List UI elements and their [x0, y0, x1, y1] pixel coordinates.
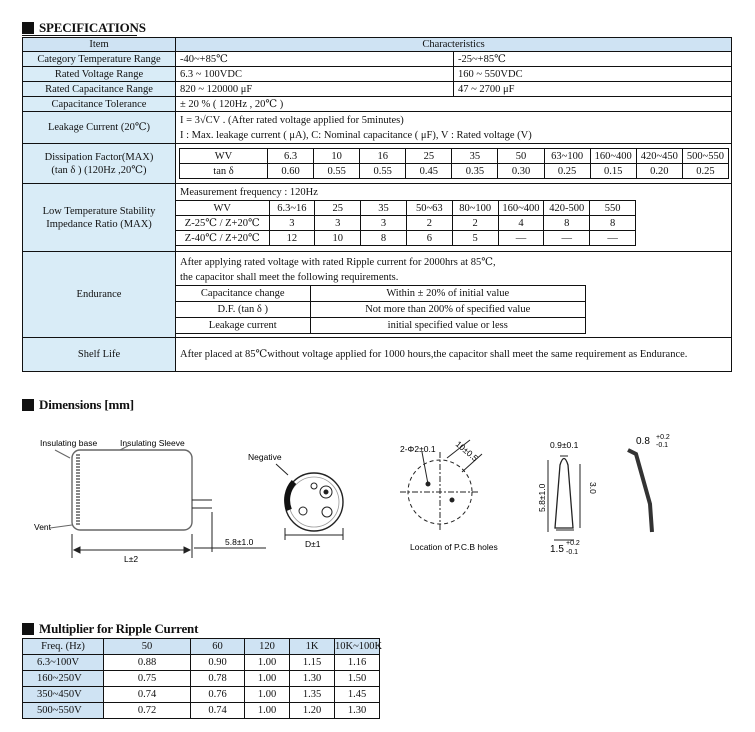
low-temp-table: [176, 200, 636, 246]
category-temp-high: -25~+85℃: [454, 52, 732, 67]
table-cell: 420~450: [636, 149, 682, 164]
multiplier-title: Multiplier for Ripple Current: [39, 621, 199, 636]
table-row: [23, 703, 380, 719]
table-cell: 1.30: [290, 671, 335, 687]
table-cell: 2: [452, 216, 498, 231]
specifications-title: SPECIFICATIONS: [39, 20, 146, 35]
table-cell: 160~400: [498, 201, 544, 216]
pcb-caption: Location of P.C.B holes: [410, 542, 498, 552]
table-cell: 420-500: [544, 201, 590, 216]
lead-tol-plus: +0.2: [656, 434, 670, 441]
table-cell: 63~100: [544, 149, 590, 164]
table-cell: Capacitance change: [176, 286, 310, 302]
endurance-line2: the capacitor shall meet the following requirements.: [180, 272, 399, 283]
leakage-value: [176, 112, 732, 144]
low-temp-r40-label: Z-40℃ / Z+20℃: [176, 231, 269, 246]
negative-label: Negative: [248, 452, 282, 462]
table-cell: 3: [315, 216, 361, 231]
table-cell: 0.75: [104, 671, 191, 687]
endurance-table-wrap: [176, 285, 586, 334]
insulating-base-label: Insulating base: [40, 438, 98, 448]
table-cell: 160~400: [590, 149, 636, 164]
table-cell: 12: [269, 231, 315, 246]
table-cell: 10: [314, 149, 360, 164]
insulating-sleeve-label: Insulating Sleeve: [120, 438, 185, 448]
pin-top-label: 0.9±0.1: [550, 440, 579, 450]
capacitor-top-view: [276, 464, 343, 540]
table-cell: 0.76: [191, 687, 245, 703]
multiplier-header-cell: 10K~100K: [335, 639, 380, 655]
dissipation-tan-label: tan δ: [180, 164, 268, 179]
multiplier-header-cell: Freq. (Hz): [23, 639, 104, 655]
vent-label: Vent: [34, 522, 52, 532]
table-cell: 50: [498, 149, 544, 164]
table-row: [23, 687, 380, 703]
shelf-value: After placed at 85℃without voltage applied for 1000 hours,the capacitor shall meet the same requirement as Endurance.: [176, 338, 732, 372]
dissipation-cell: [176, 144, 732, 184]
table-cell: 1.00: [245, 655, 290, 671]
multiplier-row-label: 6.3~100V: [23, 655, 104, 671]
table-cell: 0.35: [452, 164, 498, 179]
table-cell: Leakage current: [176, 318, 310, 334]
leakage-label: Leakage Current (20℃): [23, 112, 176, 144]
table-cell: 0.25: [682, 164, 728, 179]
table-cell: 550: [590, 201, 636, 216]
title-underline: [22, 35, 137, 36]
multiplier-row-label: 500~550V: [23, 703, 104, 719]
low-temp-table-wrap: [176, 200, 636, 246]
table-cell: 0.88: [104, 655, 191, 671]
table-cell: 35: [361, 201, 407, 216]
table-cell: 0.15: [590, 164, 636, 179]
dimensions-heading: [22, 397, 134, 413]
table-cell: —: [590, 231, 636, 246]
table-cell: 80~100: [452, 201, 498, 216]
dissipation-label-line2: (tan δ ) (120Hz ,20℃): [51, 164, 147, 176]
low-temp-label-line2: Impedance Ratio (MAX): [46, 218, 152, 230]
table-cell: 1.45: [335, 687, 380, 703]
multiplier-header-cell: 50: [104, 639, 191, 655]
low-temp-label-line1: Low Temperature Stability: [42, 205, 156, 217]
table-cell: 500~550: [682, 149, 728, 164]
table-cell: 4: [498, 216, 544, 231]
multiplier-header-cell: 1K: [290, 639, 335, 655]
dissipation-label: [23, 144, 176, 184]
table-cell: 0.78: [191, 671, 245, 687]
dimension-drawing: [0, 420, 755, 570]
category-temp-low: -40~+85℃: [176, 52, 454, 67]
hole-spec-label: 2-Φ2±0.1: [400, 444, 436, 454]
table-cell: 2: [406, 216, 452, 231]
multiplier-header-cell: 60: [191, 639, 245, 655]
table-cell: 0.74: [104, 687, 191, 703]
pin-base-tol-plus: +0.2: [566, 540, 580, 547]
table-cell: —: [498, 231, 544, 246]
header-item: Item: [23, 38, 176, 52]
heading-square-icon: [22, 623, 34, 635]
dissipation-table: [179, 148, 729, 179]
table-cell: 1.16: [335, 655, 380, 671]
rated-capacitance-high: 47 ~ 2700 μF: [454, 82, 732, 97]
multiplier-header-cell: 120: [245, 639, 290, 655]
table-row: [23, 671, 380, 687]
table-cell: 1.50: [335, 671, 380, 687]
low-temp-frequency: Measurement frequency : 120Hz: [180, 187, 318, 198]
table-cell: 35: [452, 149, 498, 164]
table-row: [23, 655, 380, 671]
lead-detail: [628, 450, 652, 532]
dissipation-label-line1: Dissipation Factor(MAX): [44, 151, 154, 163]
table-cell: 25: [406, 149, 452, 164]
table-cell: 0.90: [191, 655, 245, 671]
table-cell: Within ± 20% of initial value: [310, 286, 586, 302]
table-cell: 10: [315, 231, 361, 246]
table-cell: 1.30: [335, 703, 380, 719]
table-cell: 0.55: [314, 164, 360, 179]
table-cell: 6.3~16: [269, 201, 315, 216]
table-cell: 6: [406, 231, 452, 246]
table-cell: 8: [590, 216, 636, 231]
leakage-legend: I : Max. leakage current ( μA), C: Nominal capacitance ( μF), V : Rated voltage (V): [180, 129, 532, 141]
table-cell: 0.74: [191, 703, 245, 719]
table-cell: 1.20: [290, 703, 335, 719]
table-cell: —: [544, 231, 590, 246]
header-characteristics: Characteristics: [176, 38, 732, 52]
multiplier-heading: [22, 621, 198, 637]
endurance-cell: [176, 252, 732, 338]
specifications-table: [22, 37, 732, 372]
low-temp-label: [23, 184, 176, 252]
heading-square-icon: [22, 399, 34, 411]
low-temp-cell: [176, 184, 732, 252]
dimensions-title: Dimensions [mm]: [39, 397, 134, 412]
table-cell: 25: [315, 201, 361, 216]
leakage-formula: I = 3√CV . (After rated voltage applied for 5minutes): [180, 114, 404, 126]
endurance-line1: After applying rated voltage with rated Ripple current for 2000hrs at 85℃,: [180, 257, 496, 268]
table-cell: 1.00: [245, 671, 290, 687]
lead-dia-label: 0.8: [636, 436, 650, 447]
table-cell: 0.30: [498, 164, 544, 179]
multiplier-table: [22, 638, 383, 719]
table-cell: 0.55: [360, 164, 406, 179]
endurance-label: Endurance: [23, 252, 176, 338]
table-cell: 1.15: [290, 655, 335, 671]
pin-height-label: 5.8±1.0: [537, 483, 547, 512]
rated-capacitance-label: Rated Capacitance Range: [23, 82, 176, 97]
pin-width-label: 3.0: [588, 482, 598, 494]
low-temp-wv-label: WV: [176, 201, 269, 216]
shelf-label: Shelf Life: [23, 338, 176, 372]
table-cell: 0.20: [636, 164, 682, 179]
lead-tol-minus: -0.1: [656, 442, 669, 449]
tolerance-label: Capacitance Tolerance: [23, 97, 176, 112]
tolerance-value: ± 20 % ( 120Hz , 20℃ ): [176, 97, 732, 112]
table-cell: initial specified value or less: [310, 318, 586, 334]
table-cell: 1.00: [245, 703, 290, 719]
table-cell: 0.60: [268, 164, 314, 179]
table-cell: 3: [269, 216, 315, 231]
specifications-heading: [22, 20, 146, 36]
rated-voltage-high: 160 ~ 550VDC: [454, 67, 732, 82]
table-cell: Not more than 200% of specified value: [310, 302, 586, 318]
table-cell: 0.45: [406, 164, 452, 179]
dissipation-wv-label: WV: [180, 149, 268, 164]
table-cell: 5: [452, 231, 498, 246]
category-temp-label: Category Temperature Range: [23, 52, 176, 67]
table-cell: 6.3: [268, 149, 314, 164]
lead-spacing-label: 5.8±1.0: [225, 537, 254, 547]
rated-voltage-label: Rated Voltage Range: [23, 67, 176, 82]
table-cell: 0.72: [104, 703, 191, 719]
rated-capacitance-low: 820 ~ 120000 μF: [176, 82, 454, 97]
low-temp-r25-label: Z-25℃ / Z+20℃: [176, 216, 269, 231]
table-cell: 16: [360, 149, 406, 164]
pin-detail: [548, 456, 580, 540]
table-cell: 8: [361, 231, 407, 246]
hole-spacing-label: 10±0.5: [453, 438, 481, 464]
table-cell: 1.00: [245, 687, 290, 703]
table-cell: 0.25: [544, 164, 590, 179]
rated-voltage-low: 6.3 ~ 100VDC: [176, 67, 454, 82]
multiplier-row-label: 350~450V: [23, 687, 104, 703]
pin-base-tol-minus: -0.1: [566, 549, 579, 556]
table-cell: 1.35: [290, 687, 335, 703]
pin-base-label: 1.5: [550, 544, 564, 555]
table-cell: 8: [544, 216, 590, 231]
diameter-label: D±1: [305, 539, 321, 549]
table-cell: D.F. (tan δ ): [176, 302, 310, 318]
table-cell: 3: [361, 216, 407, 231]
endurance-table: [176, 285, 586, 334]
length-label: L±2: [124, 554, 139, 564]
table-cell: 50~63: [406, 201, 452, 216]
multiplier-row-label: 160~250V: [23, 671, 104, 687]
heading-square-icon: [22, 22, 34, 34]
